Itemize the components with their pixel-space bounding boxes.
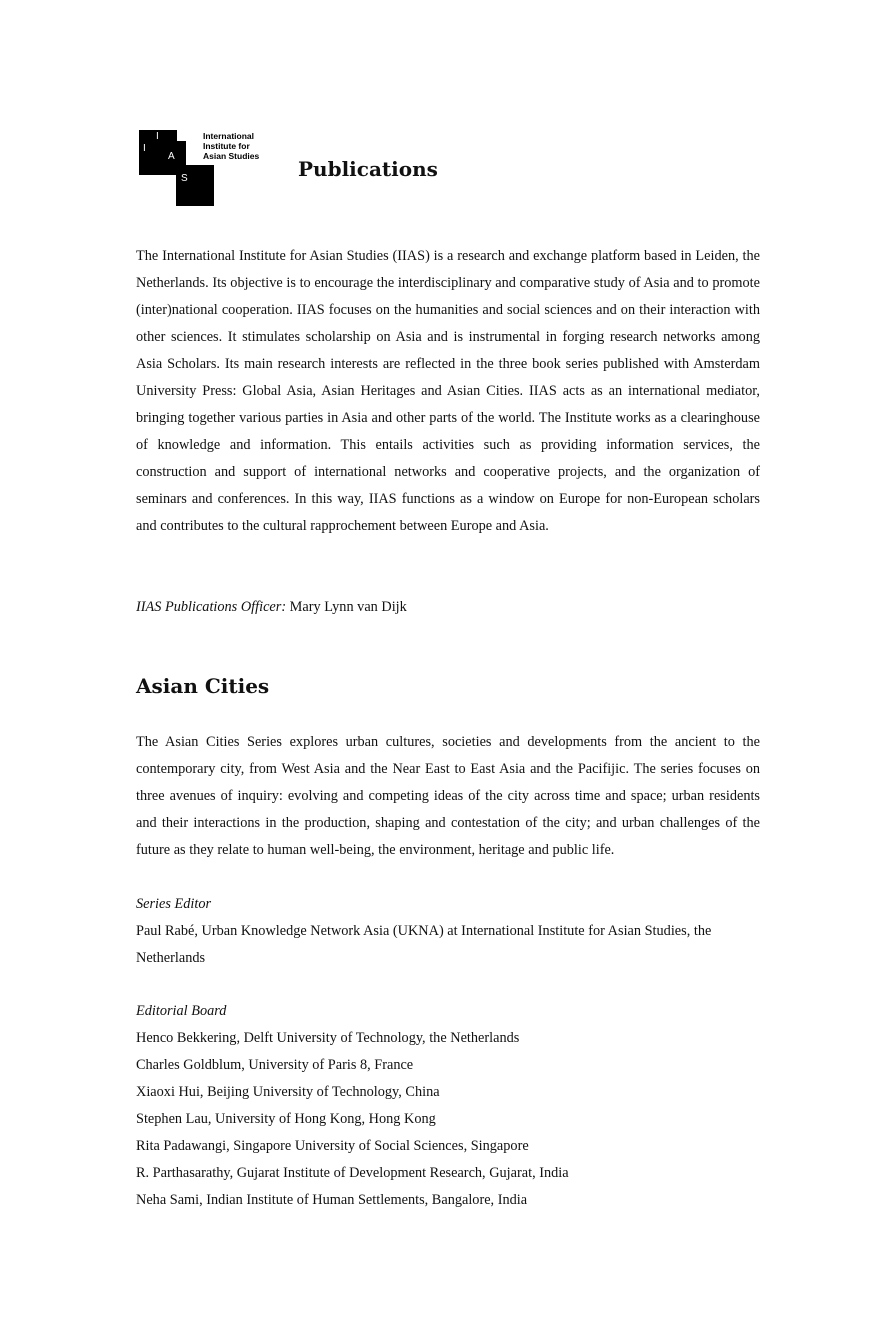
intro-paragraph: The International Institute for Asian Studies (IIAS) is a research and exchange platform based in Leiden, the Netherlands. Its objective is to encourage the interdisciplinary and comparative study of Asia and to promote (inter)national cooperation. IIAS focuses on the humanities and social sciences and on their interaction with other sciences. It stimulates scholarship on Asia and is instrumental in forging research networks among Asia Scholars. Its main research interests are reflected in the three book series published with Amsterdam University Press: Global Asia, Asian Heritages and Asian Cities. IIAS acts as an international mediator, bringing together various parties in Asia and other parts of the world. The Institute works as a clearinghouse of knowledge and information. This entails activities such as providing information services, the construction and support of international networks and cooperative projects, and the organization of seminars and conferences. In this way, IIAS functions as a window on Europe for non-European scholars and contributes to the cultural rapprochement between Europe and Asia. <box>136 248 760 534</box>
page-title: Publications <box>298 157 438 181</box>
board-member: R. Parthasarathy, Gujarat Institute of Development Research, Gujarat, India <box>136 1165 569 1181</box>
series-title: Asian Cities <box>136 674 270 698</box>
board-member: Rita Padawangi, Singapore University of Social Sciences, Singapore <box>136 1138 529 1154</box>
logo-wordmark-line: Institute for <box>203 141 250 151</box>
series-editor-label: Series Editor <box>136 896 212 912</box>
iias-logo <box>139 130 279 208</box>
board-member: Xiaoxi Hui, Beijing University of Technology, China <box>136 1084 440 1100</box>
officer-name: Mary Lynn van Dijk <box>286 599 407 615</box>
logo-square <box>176 165 214 206</box>
board-member: Henco Bekkering, Delft University of Technology, the Netherlands <box>136 1030 520 1046</box>
publications-officer <box>136 594 760 621</box>
logo-wordmark-line: Asian Studies <box>203 151 260 161</box>
series-description: The Asian Cities Series explores urban cultures, societies and developments from the ancient to the contemporary city, from West Asia and the Near East to East Asia and the Pacifijic. The series focuses on three avenues of inquiry: evolving and competing ideas of the city across time and space; urban residents and their interactions in the production, shaping and contestation of the city; and urban challenges of the future as they relate to human well-being, the environment, heritage and public life. <box>136 734 760 858</box>
logo-wordmark <box>203 131 259 161</box>
series-editor: Paul Rabé, Urban Knowledge Network Asia (UKNA) at International Institute for Asian Studies, the Netherlands <box>136 923 712 966</box>
board-member: Stephen Lau, University of Hong Kong, Hong Kong <box>136 1111 436 1127</box>
logo-letter: S <box>181 173 188 184</box>
editorial-board-section <box>136 998 760 1214</box>
officer-label: IIAS Publications Officer: <box>136 599 287 615</box>
logo-wordmark-line: International <box>203 131 255 141</box>
series-editor-section <box>136 891 760 972</box>
logo-letter: I <box>156 131 159 142</box>
board-member: Charles Goldblum, University of Paris 8, France <box>136 1057 414 1073</box>
editorial-board-label: Editorial Board <box>136 1003 227 1019</box>
board-member: Neha Sami, Indian Institute of Human Settlements, Bangalore, India <box>136 1192 528 1208</box>
logo-letter: I <box>143 143 146 154</box>
logo-letter: A <box>168 151 175 162</box>
